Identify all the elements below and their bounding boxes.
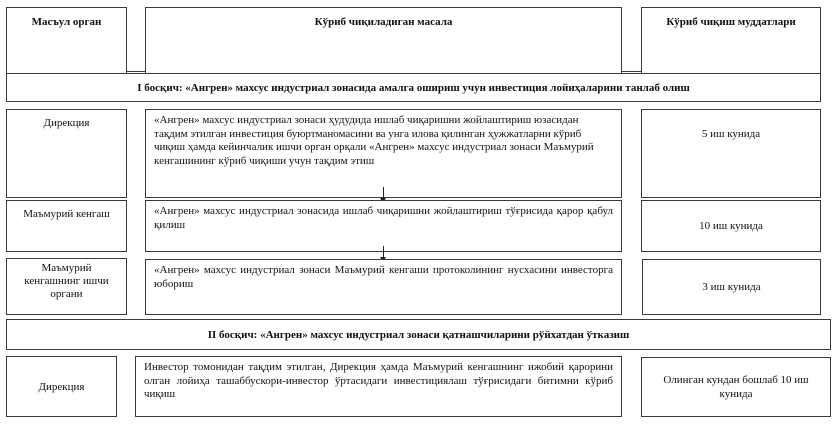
responsible-text: Маъмурий кенгашнинг ишчи органи — [24, 262, 109, 300]
responsible-text: Дирекция — [43, 117, 90, 129]
header-deadline — [641, 7, 821, 74]
deadline-text: Олинган кундан бошлаб 10 иш кунида — [663, 374, 809, 400]
deadline-text: 3 иш кунида — [702, 281, 761, 293]
stage-2-title — [6, 319, 831, 350]
issue-text: «Ангрен» махсус индустриал зонаси ҳудудида ишлаб чиқаришни жойлаштириш юзасидан тақдим этилган инвестиция буюртманомасини ва унга илова қилинган ҳужжатларни кўриб чиқиш ҳамда кейинчалик ишчи орган орқали «Ангрен» махсус индустриал зонаси Маъмурий кенгашининг кўриб чиқиши учун тақдим этиш — [154, 114, 594, 167]
arrow-down-icon — [383, 246, 384, 258]
header-issue — [145, 7, 622, 74]
stage-1-title-text: I босқич: «Ангрен» махсус индустриал зонасида амалга ошириш учун инвестиция лойиҳаларини танлаб олиш — [137, 81, 690, 94]
header-issue-label: Кўриб чиқиладиган масала — [314, 16, 453, 28]
stage-1-row-1-deadline — [641, 109, 821, 198]
issue-text: «Ангрен» махсус индустриал зонасида ишлаб чиқаришни жойлаштириш тўғрисида қарор қабул қилиш — [154, 205, 613, 231]
stage-1-row-2-deadline — [641, 200, 821, 252]
deadline-text: 5 иш кунида — [701, 128, 761, 140]
deadline-text: 10 иш кунида — [699, 220, 763, 232]
stage-1-row-3-deadline — [642, 259, 821, 315]
stage-1-row-3-responsible — [6, 258, 127, 315]
arrow-down-icon — [383, 187, 384, 199]
stage-2-row-1-issue — [135, 356, 622, 417]
stage-1-row-1-responsible — [6, 109, 127, 198]
responsible-text: Маъмурий кенгаш — [23, 208, 110, 220]
stage-1-title — [6, 73, 821, 102]
stage-2-title-text: II босқич: «Ангрен» махсус индустриал зонаси қатнашчиларини рўйхатдан ўтказиш — [207, 328, 630, 341]
header-responsible — [6, 7, 127, 74]
issue-text: Инвестор томонидан тақдим этилган, Дирекция ҳамда Маъмурий кенгашнинг ижобий қарорини олган лойиҳа ташаббускори-инвестор ўртасидаги инвестициялаш тўғрисидаги битимни кўриб чиқиш — [144, 361, 613, 400]
stage-2-row-1-deadline — [641, 357, 831, 417]
stage-1-row-3-issue — [145, 259, 622, 315]
header-deadline-label: Кўриб чиқиш муддатлари — [666, 16, 796, 28]
stage-1-row-1-issue — [145, 109, 622, 198]
stage-1-row-2-responsible — [6, 200, 127, 252]
issue-text: «Ангрен» махсус индустриал зонаси Маъмурий кенгаши протоколининг нусхасини инвесторга юбориш — [154, 264, 613, 290]
stage-2-row-1-responsible — [6, 356, 117, 417]
header-responsible-label: Масъул орган — [31, 16, 102, 28]
stage-1-row-2-issue — [145, 200, 622, 252]
responsible-text: Дирекция — [38, 380, 85, 393]
